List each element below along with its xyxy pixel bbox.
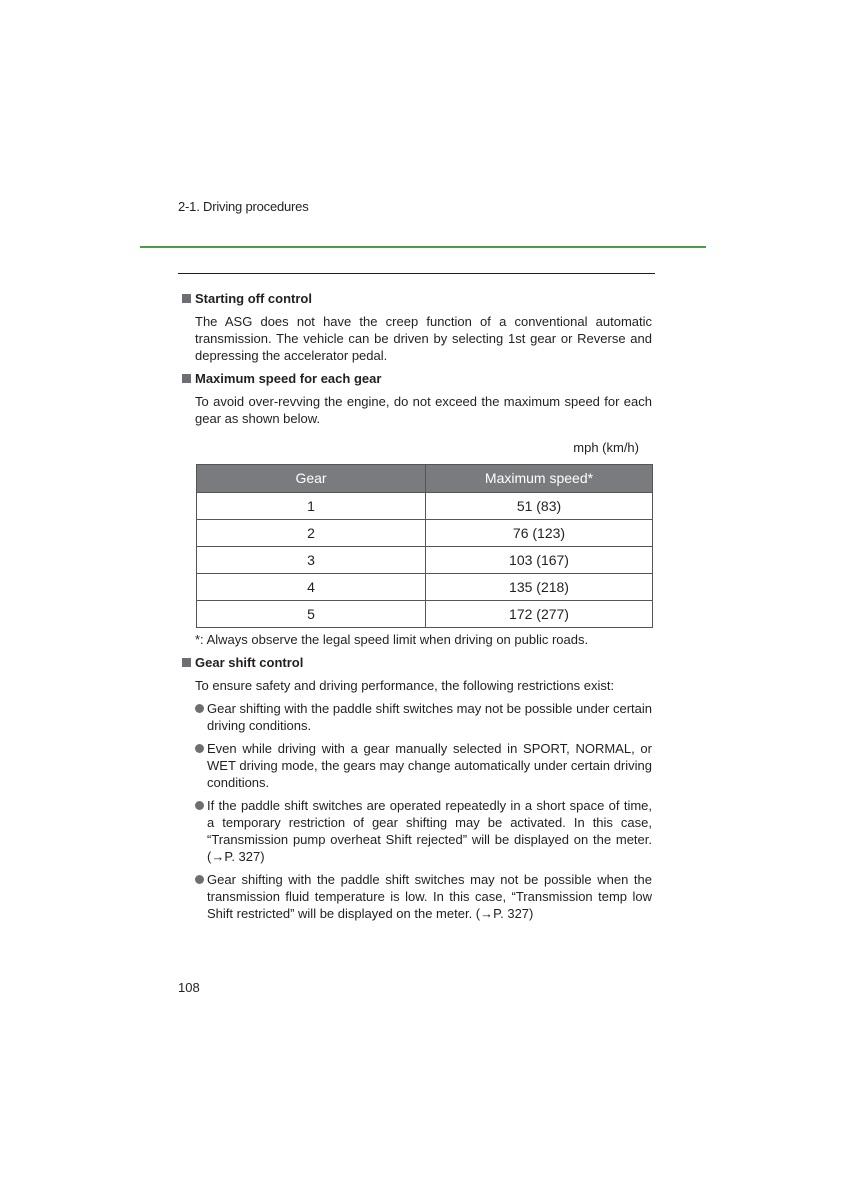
- heading-text: Gear shift control: [195, 655, 304, 670]
- table-row: [197, 574, 653, 601]
- gear-cell: 4: [197, 574, 426, 601]
- column-header-max-speed: Maximum speed*: [426, 465, 653, 493]
- circle-bullet-icon: [195, 744, 204, 753]
- speed-cell: 172 (277): [426, 601, 653, 628]
- paragraph: To ensure safety and driving performance, the following restrictions exist:: [195, 678, 615, 693]
- speed-cell: 76 (123): [426, 520, 653, 547]
- speed-cell: 103 (167): [426, 547, 653, 574]
- max-speed-table: [196, 464, 653, 628]
- speed-cell: 51 (83): [426, 493, 653, 520]
- gear-cell: 3: [197, 547, 426, 574]
- table-footnote: *: Always observe the legal speed limit when driving on public roads.: [195, 632, 589, 647]
- circle-bullet-icon: [195, 704, 204, 713]
- gear-cell: 1: [197, 493, 426, 520]
- bullet-item: [207, 700, 652, 734]
- table-unit-label: mph (km/h): [573, 440, 639, 455]
- section-heading-gear-shift: [182, 654, 652, 671]
- paragraph: The ASG does not have the creep function of a conventional automatic transmission. The vehicle can be driven by selecting 1st gear or Reverse and depressing the accelerator pedal.: [195, 314, 652, 363]
- table-header-row: [197, 465, 653, 493]
- content-top-rule: [178, 273, 655, 274]
- section-heading-starting-off: [182, 290, 652, 307]
- table-row: [197, 520, 653, 547]
- column-header-gear: Gear: [197, 465, 426, 493]
- bullet-item: [207, 740, 652, 791]
- bullet-item: [207, 871, 652, 922]
- circle-bullet-icon: [195, 801, 204, 810]
- square-bullet-icon: [182, 374, 191, 383]
- heading-text: Starting off control: [195, 291, 312, 306]
- gear-cell: 2: [197, 520, 426, 547]
- bullet-text: Even while driving with a gear manually selected in SPORT, NORMAL, or WET driving mode, the gears may change automatically under certain driving conditions.: [207, 741, 652, 790]
- square-bullet-icon: [182, 658, 191, 667]
- page-content: [182, 290, 652, 928]
- bullet-item: [207, 797, 652, 865]
- table-row: [197, 493, 653, 520]
- circle-bullet-icon: [195, 875, 204, 884]
- speed-cell: 135 (218): [426, 574, 653, 601]
- bullet-text: If the paddle shift switches are operated repeatedly in a short space of time, a temporary restriction of gear shifting may be activated. In this case, “Transmission pump overheat Shift rejected” will be displayed on the meter. (→P. 327): [207, 798, 652, 864]
- bullet-text: Gear shifting with the paddle shift switches may not be possible when the transmission fluid temperature is low. In this case, “Transmission temp low Shift restricted” will be displayed on the meter. (→P. 327): [207, 872, 652, 921]
- square-bullet-icon: [182, 294, 191, 303]
- table-row: [197, 601, 653, 628]
- gear-cell: 5: [197, 601, 426, 628]
- page-number: 108: [178, 980, 200, 995]
- paragraph: To avoid over-revving the engine, do not exceed the maximum speed for each gear as shown below.: [195, 394, 652, 426]
- header-rule: [140, 246, 706, 248]
- heading-text: Maximum speed for each gear: [195, 371, 382, 386]
- table-row: [197, 547, 653, 574]
- section-heading-max-speed: [182, 370, 652, 387]
- bullet-text: Gear shifting with the paddle shift switches may not be possible under certain driving conditions.: [207, 701, 652, 733]
- section-header: 2-1. Driving procedures: [178, 199, 309, 214]
